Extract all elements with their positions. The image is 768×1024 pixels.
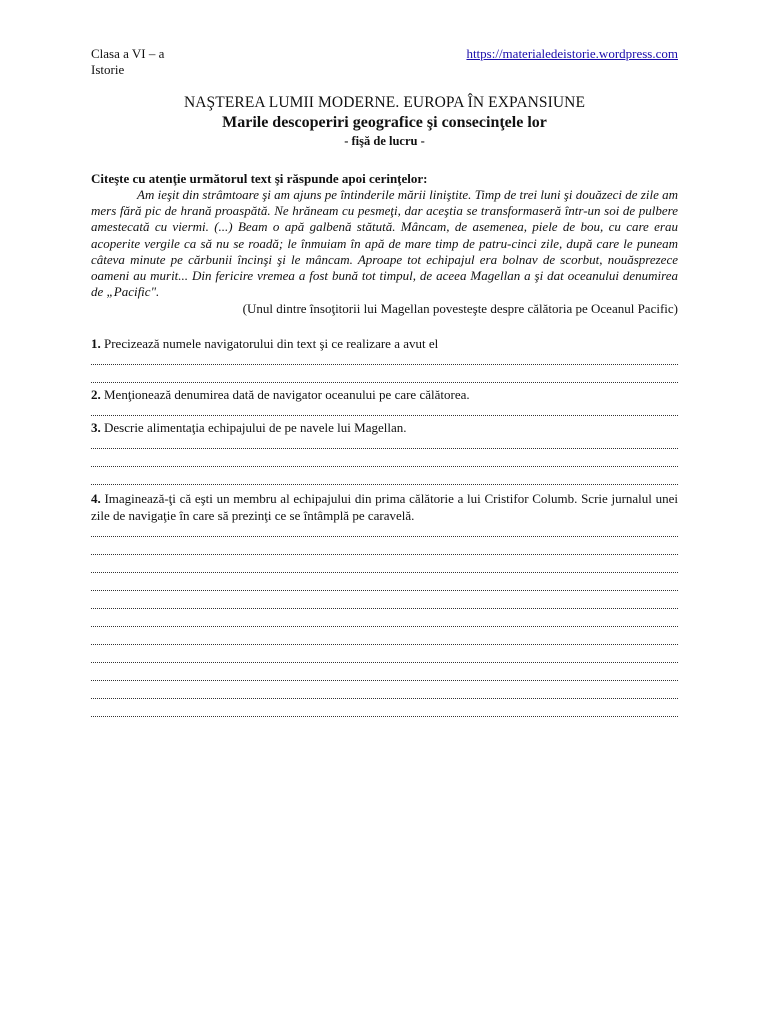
question-text: Descrie alimentaţia echipajului de pe navele lui Magellan. <box>100 420 407 436</box>
header-left <box>91 46 164 78</box>
answer-line[interactable] <box>91 663 678 681</box>
page-subtitle: Marile descoperiri geografice şi consecinţele lor <box>222 114 547 131</box>
page-title: NAŞTEREA LUMII MODERNE. EUROPA ÎN EXPANSIUNE <box>183 94 586 111</box>
subject-label: Istorie <box>91 62 125 77</box>
answer-line[interactable] <box>91 403 678 416</box>
question-text: Precizează numele navigatorului din text şi ce realizare a avut el <box>100 336 439 352</box>
answer-line[interactable] <box>91 681 678 699</box>
question-text: Menţionează denumirea dată de navigator oceanului pe care călătorea. <box>100 387 470 403</box>
answer-line[interactable] <box>91 365 678 383</box>
answer-line[interactable] <box>91 573 678 591</box>
answer-line[interactable] <box>91 645 678 663</box>
title-block <box>91 93 678 149</box>
answer-line[interactable] <box>91 627 678 645</box>
quote-text: Am ieşit din strâmtoare şi am ajuns pe întinderile mării liniştite. Timp de trei luni şi douăzeci de zile am mers fără pic de hrană proaspătă. Ne hrăneam cu pesmeţi, dar aceştia se transformaseră într-un soi de pulbere amestecată cu viermi. (...) Beam o apă galbenă stătută. Mâncam, de asemenea, piele de bou, cu care erau acoperite vergile ca să nu se roadă; le înmuiam în apă de mare timp de patru-cinci zile, după care le puneam câteva minute pe cărbunii încinşi şi le mâncam. Aproape tot echipajul era bolnav de scorbut, nouăsprezece oameni au murit... Din fericire vremea a fost bună tot timpul, de aceea Magellan a şi dat oceanului denumirea de „Pacific". <box>91 187 678 300</box>
answer-line[interactable] <box>91 609 678 627</box>
answer-line[interactable] <box>91 591 678 609</box>
answer-line[interactable] <box>91 555 678 573</box>
question-3 <box>91 419 678 436</box>
answer-line[interactable] <box>91 436 678 449</box>
website-link[interactable]: https://materialedeistorie.wordpress.com <box>466 46 678 61</box>
page-header <box>91 46 678 78</box>
question-4 <box>91 491 678 524</box>
answer-line[interactable] <box>91 467 678 485</box>
answer-line[interactable] <box>91 352 678 365</box>
instruction-text: Citeşte cu atenţie următorul text şi răspunde apoi cerinţelor: <box>91 171 428 186</box>
worksheet-note: - fişă de lucru - <box>344 134 425 148</box>
question-number: 4. <box>91 491 101 507</box>
question-text: Imaginează-ţi că eşti un membru al echipajului din prima călătorie a lui Cristifor Columb. Scrie jurnalul unei zile de navigaţie în care să prezinţi ce se întâmplă pe caravelă. <box>91 491 678 523</box>
question-number: 2. <box>91 387 101 403</box>
worksheet-body <box>91 170 678 717</box>
question-number: 1. <box>91 336 101 352</box>
answer-line[interactable] <box>91 699 678 717</box>
class-label: Clasa a VI – a <box>91 46 165 61</box>
answer-line[interactable] <box>91 449 678 467</box>
answer-line[interactable] <box>91 537 678 555</box>
question-2 <box>91 386 678 403</box>
quote-source: (Unul dintre însoţitorii lui Magellan povesteşte despre călătoria pe Oceanul Pacific) <box>242 301 678 317</box>
question-1 <box>91 335 678 352</box>
question-number: 3. <box>91 420 101 436</box>
answer-line[interactable] <box>91 524 678 537</box>
